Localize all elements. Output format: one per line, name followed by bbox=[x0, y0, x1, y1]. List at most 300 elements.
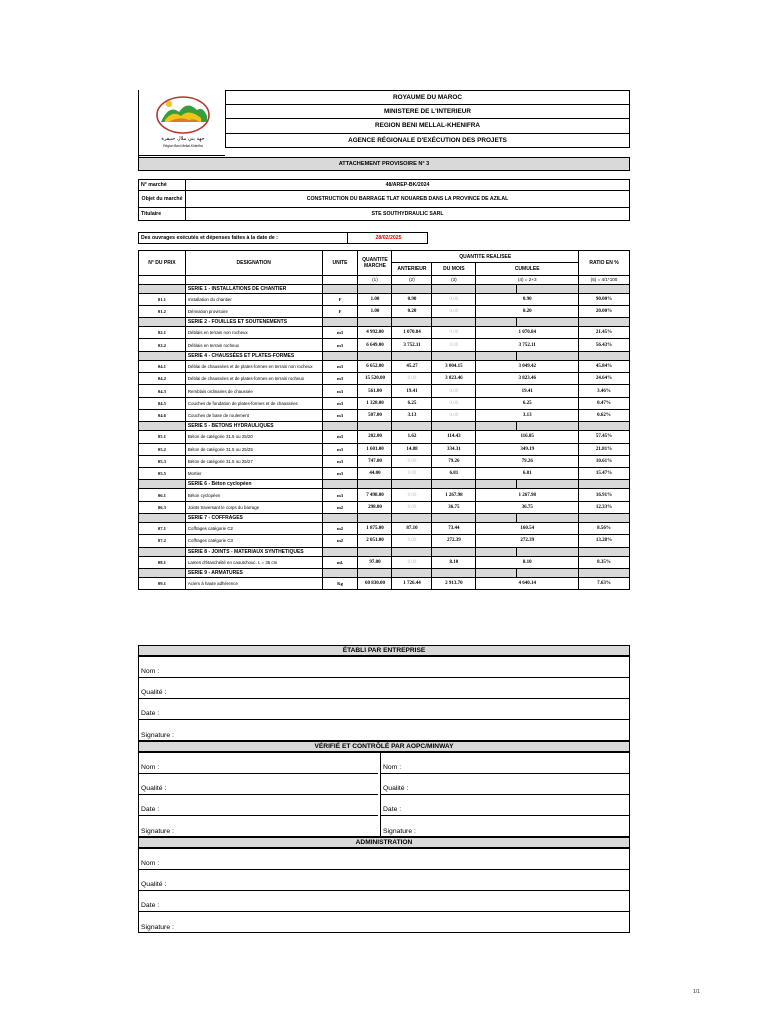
quantite-du-mois: 73.44 bbox=[432, 523, 476, 535]
info-row-titulaire bbox=[139, 208, 630, 221]
header-quantite-realisee: QUANTITE REALISEE bbox=[392, 251, 579, 263]
marche-label: N° marché bbox=[139, 180, 186, 191]
logo-caption-latin: Région Beni Mellal-Khénifra bbox=[163, 144, 203, 148]
index-3: (3) bbox=[432, 275, 476, 284]
quantite-anterieur: 0.00 bbox=[392, 501, 432, 513]
controle-signature-box bbox=[138, 752, 630, 837]
series-shade-cell bbox=[358, 422, 392, 431]
table-row bbox=[139, 455, 630, 467]
price-code: 05.5 bbox=[139, 468, 186, 480]
series-shade-cell bbox=[392, 480, 432, 489]
entreprise-signature-label: Signature : bbox=[141, 732, 174, 739]
designation: Déblai de chaussées et de plates-formes en terrain rocheux bbox=[185, 373, 322, 385]
header-line-kingdom: ROYAUME DU MAROC bbox=[225, 90, 630, 105]
price-code: 07.2 bbox=[139, 535, 186, 547]
price-code: 05.2 bbox=[139, 443, 186, 455]
date-label: Des ouvrages exécutés et dépenses faites à la date de : bbox=[141, 235, 278, 241]
series-shade-cell bbox=[517, 318, 579, 327]
series-shade-cell bbox=[392, 318, 432, 327]
ratio: 24.64% bbox=[579, 373, 630, 385]
logo-cell bbox=[138, 90, 225, 156]
quantite-marche: 202.00 bbox=[358, 431, 392, 443]
quantite-anterieur: 0.90 bbox=[392, 293, 432, 305]
quantite-du-mois: 0.00 bbox=[432, 305, 476, 317]
controle-left-nom-label: Nom : bbox=[141, 764, 160, 771]
quantite-marche: 2 051.00 bbox=[358, 535, 392, 547]
quantite-anterieur: 87.10 bbox=[392, 523, 432, 535]
series-shade-cell bbox=[139, 480, 186, 489]
entreprise-nom-label: Nom : bbox=[141, 668, 160, 675]
designation: Couches de base de roulement bbox=[185, 409, 322, 421]
series-shade-cell bbox=[517, 547, 579, 556]
quantite-cumulee: 0.20 bbox=[476, 305, 579, 317]
quantite-marche: 4 992.00 bbox=[358, 327, 392, 339]
ratio: 12.33% bbox=[579, 501, 630, 513]
series-title: SERIE 2 - FOUILLES ET SOUTENEMENTS bbox=[185, 318, 322, 327]
unit: m3 bbox=[322, 385, 358, 397]
header-left-border bbox=[138, 90, 139, 157]
admin-nom-row bbox=[139, 849, 629, 870]
ratio: 3.46% bbox=[579, 385, 630, 397]
admin-signature-box bbox=[138, 848, 630, 933]
series-shade-cell bbox=[579, 547, 630, 556]
series-shade-cell bbox=[432, 351, 476, 360]
quantite-du-mois: 8.10 bbox=[432, 556, 476, 568]
table-row bbox=[139, 577, 630, 589]
quantite-du-mois: 114.43 bbox=[432, 431, 476, 443]
quantite-du-mois: 0.00 bbox=[432, 397, 476, 409]
series-shade-cell bbox=[139, 284, 186, 293]
controle-right-qualite-row bbox=[381, 774, 629, 795]
series-shade-cell bbox=[358, 514, 392, 523]
controle-left-date-row bbox=[139, 795, 378, 816]
designation: Béton de catégorie 31.5 ou 25/27 bbox=[185, 455, 322, 467]
series-shade-cell bbox=[476, 422, 517, 431]
admin-signature-label: Signature : bbox=[141, 924, 174, 931]
titulaire-value: STE SOUTHYDRAULIC SARL bbox=[186, 208, 630, 221]
designation: Remblais ordinaires de chaussée bbox=[185, 385, 322, 397]
quantite-du-mois: 2 913.70 bbox=[432, 577, 476, 589]
unit: F bbox=[322, 293, 358, 305]
ratio: 16.91% bbox=[579, 489, 630, 501]
series-title: SERIE 1 - INSTALLATIONS DE CHANTIER bbox=[185, 284, 322, 293]
controle-right-signature-label: Signature : bbox=[383, 828, 416, 835]
ratio: 20.00% bbox=[579, 305, 630, 317]
entreprise-signature-row bbox=[139, 720, 629, 741]
admin-section-title: ADMINISTRATION bbox=[138, 837, 630, 848]
series-shade-cell bbox=[579, 284, 630, 293]
quantite-cumulee: 8.10 bbox=[476, 556, 579, 568]
unit: m3 bbox=[322, 443, 358, 455]
price-code: 01.2 bbox=[139, 305, 186, 317]
controle-left-signature-row bbox=[139, 816, 378, 837]
quantite-marche: 7 498.00 bbox=[358, 489, 392, 501]
price-code: 07.1 bbox=[139, 523, 186, 535]
table-row bbox=[139, 409, 630, 421]
quantite-anterieur: 1 726.44 bbox=[392, 577, 432, 589]
table-row bbox=[139, 373, 630, 385]
entreprise-nom-row bbox=[139, 657, 629, 678]
series-shade-cell bbox=[139, 514, 186, 523]
series-title: SERIE 6 - Béton cyclopéen bbox=[185, 480, 322, 489]
quantite-cumulee: 79.26 bbox=[476, 455, 579, 467]
table-row bbox=[139, 556, 630, 568]
quantite-cumulee: 36.75 bbox=[476, 501, 579, 513]
quantite-anterieur: 0.00 bbox=[392, 373, 432, 385]
quantite-anterieur: 1 070.84 bbox=[392, 327, 432, 339]
quantite-anterieur: 3 752.11 bbox=[392, 339, 432, 351]
unit: m3 bbox=[322, 455, 358, 467]
info-row-objet bbox=[139, 191, 630, 208]
series-shade-cell bbox=[517, 422, 579, 431]
series-shade-cell bbox=[139, 318, 186, 327]
table-row bbox=[139, 501, 630, 513]
series-shade-cell bbox=[517, 568, 579, 577]
series-shade-cell bbox=[517, 284, 579, 293]
quantite-cumulee: 160.54 bbox=[476, 523, 579, 535]
marche-value: 48/AREP-BK/2024 bbox=[186, 180, 630, 191]
quantite-marche: 97.00 bbox=[358, 556, 392, 568]
series-title: SERIE 4 - CHAUSSÉES ET PLATES-FORMES bbox=[185, 351, 322, 360]
series-shade-cell bbox=[517, 351, 579, 360]
price-code: 05.1 bbox=[139, 431, 186, 443]
ratio: 8.35% bbox=[579, 556, 630, 568]
index-4: (4) = 2+3 bbox=[476, 275, 579, 284]
price-code: 06.3 bbox=[139, 501, 186, 513]
designation: Coffrages catégorie C2 bbox=[185, 523, 322, 535]
quantite-marche: 44.00 bbox=[358, 468, 392, 480]
controle-left-date-label: Date : bbox=[141, 806, 160, 813]
price-code: 05.3 bbox=[139, 455, 186, 467]
quantite-du-mois: 6.81 bbox=[432, 468, 476, 480]
unit: m3 bbox=[322, 360, 358, 372]
controle-left-qualite-label: Qualité : bbox=[141, 785, 167, 792]
table-row bbox=[139, 523, 630, 535]
quantite-cumulee: 116.05 bbox=[476, 431, 579, 443]
series-shade-cell bbox=[392, 284, 432, 293]
controle-left-signature-label: Signature : bbox=[141, 828, 174, 835]
admin-qualite-row bbox=[139, 870, 629, 891]
series-shade-cell bbox=[358, 284, 392, 293]
quantite-marche: 298.00 bbox=[358, 501, 392, 513]
unit: F bbox=[322, 305, 358, 317]
series-title: SERIE 7 - COFFRAGES bbox=[185, 514, 322, 523]
works-table bbox=[138, 250, 630, 590]
series-shade-cell bbox=[432, 422, 476, 431]
table-index-row bbox=[139, 275, 630, 284]
quantite-marche: 60 830.00 bbox=[358, 577, 392, 589]
series-shade-cell bbox=[579, 318, 630, 327]
table-row bbox=[139, 360, 630, 372]
quantite-anterieur: 1.62 bbox=[392, 431, 432, 443]
table-row bbox=[139, 535, 630, 547]
header-line-agency: AGENCE RÉGIONALE D'EXÉCUTION DES PROJETS bbox=[225, 134, 630, 149]
designation: Déblais en terrain rocheux bbox=[185, 339, 322, 351]
series-shade-cell bbox=[476, 318, 517, 327]
series-shade-cell bbox=[579, 422, 630, 431]
designation: Déblais en terrain non rocheux bbox=[185, 327, 322, 339]
table-row bbox=[139, 339, 630, 351]
series-shade-cell bbox=[139, 547, 186, 556]
quantite-cumulee: 6.81 bbox=[476, 468, 579, 480]
quantite-du-mois: 0.00 bbox=[432, 327, 476, 339]
quantite-anterieur: 0.00 bbox=[392, 468, 432, 480]
unit: m3 bbox=[322, 489, 358, 501]
header-cumulee: CUMULEE bbox=[476, 263, 579, 275]
entreprise-section-title: ÉTABLI PAR ENTREPRISE bbox=[138, 645, 630, 656]
quantite-marche: 1 328.00 bbox=[358, 397, 392, 409]
quantite-cumulee: 4 640.14 bbox=[476, 577, 579, 589]
designation: Béton cyclopéen bbox=[185, 489, 322, 501]
controle-section-title: VÉRIFIÉ ET CONTRÔLÉ PAR AOPC/MINWAY bbox=[138, 741, 630, 752]
series-shade-cell bbox=[322, 547, 358, 556]
price-code: 09.1 bbox=[139, 577, 186, 589]
series-shade-cell bbox=[476, 547, 517, 556]
index-1: (1) bbox=[358, 275, 392, 284]
series-shade-cell bbox=[358, 480, 392, 489]
series-shade-cell bbox=[517, 514, 579, 523]
series-header-row bbox=[139, 318, 630, 327]
index-5: (5) = 4/1*100 bbox=[579, 275, 630, 284]
unit: ml. bbox=[322, 556, 358, 568]
quantite-cumulee: 0.90 bbox=[476, 293, 579, 305]
header-line-region: REGION BENI MELLAL-KHENIFRA bbox=[225, 119, 630, 134]
series-shade-cell bbox=[579, 568, 630, 577]
header-unite: UNITE bbox=[322, 251, 358, 276]
quantite-marche: 1 875.00 bbox=[358, 523, 392, 535]
series-header-row bbox=[139, 422, 630, 431]
unit: m3 bbox=[322, 397, 358, 409]
controle-right-nom-label: Nom : bbox=[383, 764, 402, 771]
series-shade-cell bbox=[432, 318, 476, 327]
quantite-du-mois: 272.39 bbox=[432, 535, 476, 547]
controle-right-date-label: Date : bbox=[383, 806, 402, 813]
attachment-title: ATTACHEMENT PROVISOIRE N° 3 bbox=[138, 157, 630, 171]
unit: m2 bbox=[322, 501, 358, 513]
header-lines bbox=[225, 90, 630, 148]
header-ratio: RATIO EN % bbox=[579, 251, 630, 276]
table-row bbox=[139, 385, 630, 397]
unit: m2 bbox=[322, 523, 358, 535]
price-code: 06.1 bbox=[139, 489, 186, 501]
admin-date-label: Date : bbox=[141, 902, 160, 909]
unit: m2 bbox=[322, 535, 358, 547]
controle-right-date-row bbox=[381, 795, 629, 816]
price-code: 02.2 bbox=[139, 339, 186, 351]
unit: m3 bbox=[322, 409, 358, 421]
index-2: (2) bbox=[392, 275, 432, 284]
designation: Lames d'étanchéité en caoutchouc. L = 35 cm bbox=[185, 556, 322, 568]
series-shade-cell bbox=[322, 422, 358, 431]
quantite-anterieur: 45.27 bbox=[392, 360, 432, 372]
quantite-cumulee: 3 752.11 bbox=[476, 339, 579, 351]
quantite-anterieur: 0.00 bbox=[392, 489, 432, 501]
ratio: 45.84% bbox=[579, 360, 630, 372]
quantite-du-mois: 36.75 bbox=[432, 501, 476, 513]
series-title: SERIE 9 - ARMATURES bbox=[185, 568, 322, 577]
table-row bbox=[139, 305, 630, 317]
ratio: 10.61% bbox=[579, 455, 630, 467]
controle-left-qualite-row bbox=[139, 774, 378, 795]
header-line-ministry: MINISTERE DE L'INTERIEUR bbox=[225, 105, 630, 120]
series-shade-cell bbox=[139, 422, 186, 431]
date-value: 28/02/2025 bbox=[347, 233, 429, 244]
series-title: SERIE 8 - JOINTS - MATERIAUX SYNTHETIQUES bbox=[185, 547, 322, 556]
unit: m3 bbox=[322, 373, 358, 385]
quantite-cumulee: 19.41 bbox=[476, 385, 579, 397]
designation: Béton de catégorie 31.5 ou 25/25 bbox=[185, 443, 322, 455]
quantite-marche: 6 652.00 bbox=[358, 360, 392, 372]
unit: m3 bbox=[322, 339, 358, 351]
price-code: 04.1 bbox=[139, 360, 186, 372]
table-row bbox=[139, 327, 630, 339]
series-shade-cell bbox=[139, 568, 186, 577]
quantite-cumulee: 1 070.84 bbox=[476, 327, 579, 339]
series-shade-cell bbox=[432, 568, 476, 577]
ratio: 90.00% bbox=[579, 293, 630, 305]
series-shade-cell bbox=[358, 547, 392, 556]
designation: Dérivation provisoire bbox=[185, 305, 322, 317]
series-shade-cell bbox=[392, 547, 432, 556]
series-shade-cell bbox=[358, 318, 392, 327]
series-shade-cell bbox=[322, 318, 358, 327]
quantite-du-mois: 3 004.15 bbox=[432, 360, 476, 372]
table-row bbox=[139, 293, 630, 305]
quantite-cumulee: 3 049.42 bbox=[476, 360, 579, 372]
series-shade-cell bbox=[432, 284, 476, 293]
quantite-anterieur: 14.88 bbox=[392, 443, 432, 455]
objet-label: Objet du marché bbox=[139, 191, 186, 208]
price-code: 04.6 bbox=[139, 409, 186, 421]
table-header-row-1 bbox=[139, 251, 630, 263]
quantite-marche: 507.00 bbox=[358, 409, 392, 421]
series-shade-cell bbox=[476, 284, 517, 293]
controle-right-nom-row bbox=[381, 753, 629, 774]
table-row bbox=[139, 489, 630, 501]
quantite-marche: 1 601.00 bbox=[358, 443, 392, 455]
unit: m3 bbox=[322, 468, 358, 480]
quantite-du-mois: 79.26 bbox=[432, 455, 476, 467]
admin-nom-label: Nom : bbox=[141, 860, 160, 867]
quantite-du-mois: 0.00 bbox=[432, 409, 476, 421]
objet-value: CONSTRUCTION DU BARRAGE TLAT NOUAREB DANS LA PROVINCE DE AZILAL bbox=[186, 191, 630, 208]
series-shade-cell bbox=[358, 568, 392, 577]
market-info-table bbox=[138, 179, 630, 221]
series-shade-cell bbox=[392, 422, 432, 431]
quantite-du-mois: 0.00 bbox=[432, 339, 476, 351]
region-logo-icon bbox=[139, 90, 226, 156]
series-header-row bbox=[139, 284, 630, 293]
admin-date-row bbox=[139, 891, 629, 912]
ratio: 15.47% bbox=[579, 468, 630, 480]
series-shade-cell bbox=[476, 480, 517, 489]
admin-qualite-label: Qualité : bbox=[141, 881, 167, 888]
entreprise-date-label: Date : bbox=[141, 710, 160, 717]
designation: Aciers à haute adhérence bbox=[185, 577, 322, 589]
quantite-marche: 1.00 bbox=[358, 293, 392, 305]
unit: m3 bbox=[322, 327, 358, 339]
entreprise-qualite-label: Qualité : bbox=[141, 689, 167, 696]
series-shade-cell bbox=[476, 351, 517, 360]
series-header-row bbox=[139, 514, 630, 523]
ratio: 57.45% bbox=[579, 431, 630, 443]
header-du-mois: DU MOIS bbox=[432, 263, 476, 275]
series-shade-cell bbox=[322, 351, 358, 360]
quantite-cumulee: 3 823.46 bbox=[476, 373, 579, 385]
table-row bbox=[139, 443, 630, 455]
entreprise-signature-box bbox=[138, 656, 630, 741]
quantite-marche: 15 520.00 bbox=[358, 373, 392, 385]
series-shade-cell bbox=[579, 514, 630, 523]
ratio: 0.47% bbox=[579, 397, 630, 409]
series-header-row bbox=[139, 568, 630, 577]
designation: Installation du chantier bbox=[185, 293, 322, 305]
series-shade-cell bbox=[517, 480, 579, 489]
series-shade-cell bbox=[322, 514, 358, 523]
date-row bbox=[138, 232, 428, 244]
series-shade-cell bbox=[579, 480, 630, 489]
quantite-marche: 561.00 bbox=[358, 385, 392, 397]
series-shade-cell bbox=[432, 480, 476, 489]
series-shade-cell bbox=[358, 351, 392, 360]
table-row bbox=[139, 468, 630, 480]
ratio: 21.45% bbox=[579, 327, 630, 339]
series-shade-cell bbox=[392, 351, 432, 360]
designation: Mortier bbox=[185, 468, 322, 480]
entreprise-qualite-row bbox=[139, 678, 629, 699]
header-prix: N° DU PRIX bbox=[139, 251, 186, 276]
series-title: SERIE 5 - BETONS HYDRAULIQUES bbox=[185, 422, 322, 431]
series-shade-cell bbox=[476, 514, 517, 523]
controle-right-qualite-label: Qualité : bbox=[383, 785, 409, 792]
header-designation: DESIGNATION bbox=[185, 251, 322, 276]
page-number: 1/1 bbox=[693, 989, 700, 995]
series-header-row bbox=[139, 480, 630, 489]
series-shade-cell bbox=[476, 568, 517, 577]
series-header-row bbox=[139, 547, 630, 556]
header-quantite-marche: QUANTITE MARCHE bbox=[358, 251, 392, 276]
titulaire-label: Titulaire bbox=[139, 208, 186, 221]
quantite-cumulee: 349.19 bbox=[476, 443, 579, 455]
admin-signature-row bbox=[139, 912, 629, 933]
quantite-cumulee: 1 267.98 bbox=[476, 489, 579, 501]
ratio: 56.43% bbox=[579, 339, 630, 351]
quantite-anterieur: 0.00 bbox=[392, 556, 432, 568]
quantite-anterieur: 19.41 bbox=[392, 385, 432, 397]
header-anterieur: ANTERIEUR bbox=[392, 263, 432, 275]
series-shade-cell bbox=[392, 514, 432, 523]
price-code: 04.2 bbox=[139, 373, 186, 385]
price-code: 02.1 bbox=[139, 327, 186, 339]
series-shade-cell bbox=[579, 351, 630, 360]
quantite-cumulee: 3.13 bbox=[476, 409, 579, 421]
series-shade-cell bbox=[322, 568, 358, 577]
designation: Couches de fondation de plates-formes et de chaussées bbox=[185, 397, 322, 409]
unit: Kg bbox=[322, 577, 358, 589]
quantite-du-mois: 1 267.98 bbox=[432, 489, 476, 501]
series-shade-cell bbox=[432, 547, 476, 556]
designation: Déblai de chaussées et de plates-formes en terrain non rocheux bbox=[185, 360, 322, 372]
table-row bbox=[139, 431, 630, 443]
series-shade-cell bbox=[322, 480, 358, 489]
unit: m3 bbox=[322, 431, 358, 443]
quantite-cumulee: 6.25 bbox=[476, 397, 579, 409]
quantite-anterieur: 0.20 bbox=[392, 305, 432, 317]
quantite-anterieur: 0.00 bbox=[392, 455, 432, 467]
quantite-du-mois: 0.00 bbox=[432, 293, 476, 305]
quantite-anterieur: 0.00 bbox=[392, 535, 432, 547]
price-code: 04.3 bbox=[139, 385, 186, 397]
